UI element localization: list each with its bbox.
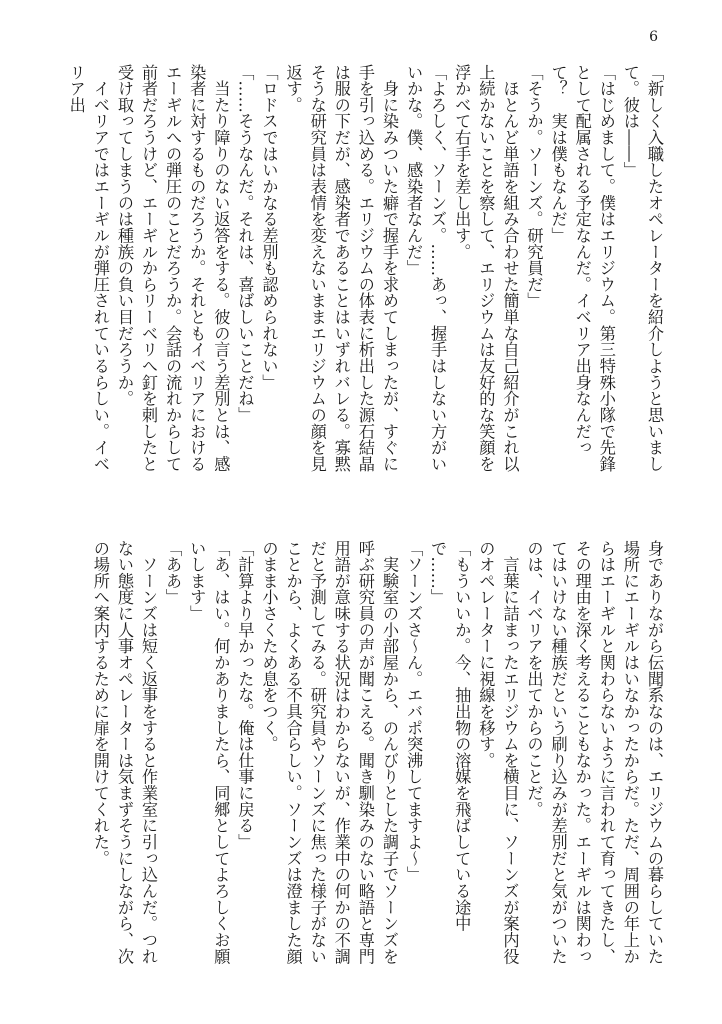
paragraph: 言葉に詰まったエリジウムを横目に、ソーンズが案内役のオペレーターに視線を移す。 [476, 540, 520, 965]
paragraph: 「あ、はい。何かありましたら、同郷としてよろしくお願いします」 [187, 540, 231, 965]
paragraph: ソーンズは短く返事をすると作業室に引っ込んだ。つれない態度に人事オペレーターは気まずそうにしながら、次の場所へ案内するために扉を開けてくれた。 [90, 540, 159, 965]
paragraph: 「ああ」 [163, 540, 183, 606]
paragraph: 「新しく入職したオペレーターを紹介しようと思いまして。彼は――」 [620, 64, 664, 472]
upper-text-block [66, 64, 666, 486]
paragraph: 「はじめまして。僕はエリジウム。第三特殊小隊で先鋒として配属される予定なんだ。イベリア出身なんだって？ 実は僕もなんだ」 [548, 64, 616, 472]
page-number: 6 [649, 29, 658, 45]
paragraph: 「そうか。ソーンズ。研究員だ」 [524, 64, 544, 309]
paragraph: 身に染みついた癖で握手を求めてしまったが、すぐに手を引っ込める。エリジウムの体表に析出した源石結晶は服の下だが、感染者であることはいずれバレる。寡黙そうな研究員は表情を変えないままエリジウムの顔を見返す。 [283, 64, 399, 472]
paragraph: 「ソーンズさ～ん。エバポ突沸してますよ～」 [404, 540, 424, 883]
paragraph: 実験室の小部屋から、のんびりとした調子でソーンズを呼ぶ研究員の声が聞こえる。聞き馴染みのない略語と専門用語が意味する状況はわからないが、作業中の何かの不調だと予測してみる。研究員やソーンズに焦った様子がないことから、よくある不具合らしい。ソーンズは澄ました顔のまま小さくため息をつく。 [259, 540, 399, 965]
paragraph: 身でありながら伝聞系なのは、エリジウムの暮らしていた場所にエーギルはいなかったからだ。ただ、周囲の年上からはエーギルと関わらないように言われて育ってきたし、その理由を深く考えることもなかった。エーギルは関わってはいけない種族だという刷り込みが差別だと気がついたのは、イベリアを出てからのことだ。 [524, 540, 664, 965]
paragraph: ほとんど単語を組み合わせた簡単な自己紹介がこれ以上続かないことを察して、エリジウムは友好的な笑顔を浮かべて右手を差し出す。 [452, 64, 520, 472]
lower-text-block [90, 540, 666, 970]
paragraph: 「よろしく、ソーンズ。……あっ、握手はしない方がいいかな。僕、感染者なんだ」 [404, 64, 448, 472]
paragraph: 「もういいか。今、抽出物の溶媒を飛ばしている途中で……」 [428, 540, 472, 932]
paragraph: 「計算より早かったな。俺は仕事に戻る」 [235, 540, 255, 851]
paragraph: 当たり障りのない返答をする。彼の言う差別とは、感染者に対するものだろうか。それともイベリアにおけるエーギルへの弾圧のことだろうか。会話の流れからして前者だろうけど、エーギルからリーベリへ釘を刺したと受け取ってしまうのは種族の負い目だろうか。 [114, 64, 231, 472]
paragraph: イベリアではエーギルが弾圧されているらしい。イベリア出 [66, 64, 110, 472]
paragraph: 「……そうなんだ。それは、喜ばしいことだね」 [235, 64, 255, 424]
paragraph: 「ロドスではいかなる差別も認められない」 [259, 64, 279, 391]
